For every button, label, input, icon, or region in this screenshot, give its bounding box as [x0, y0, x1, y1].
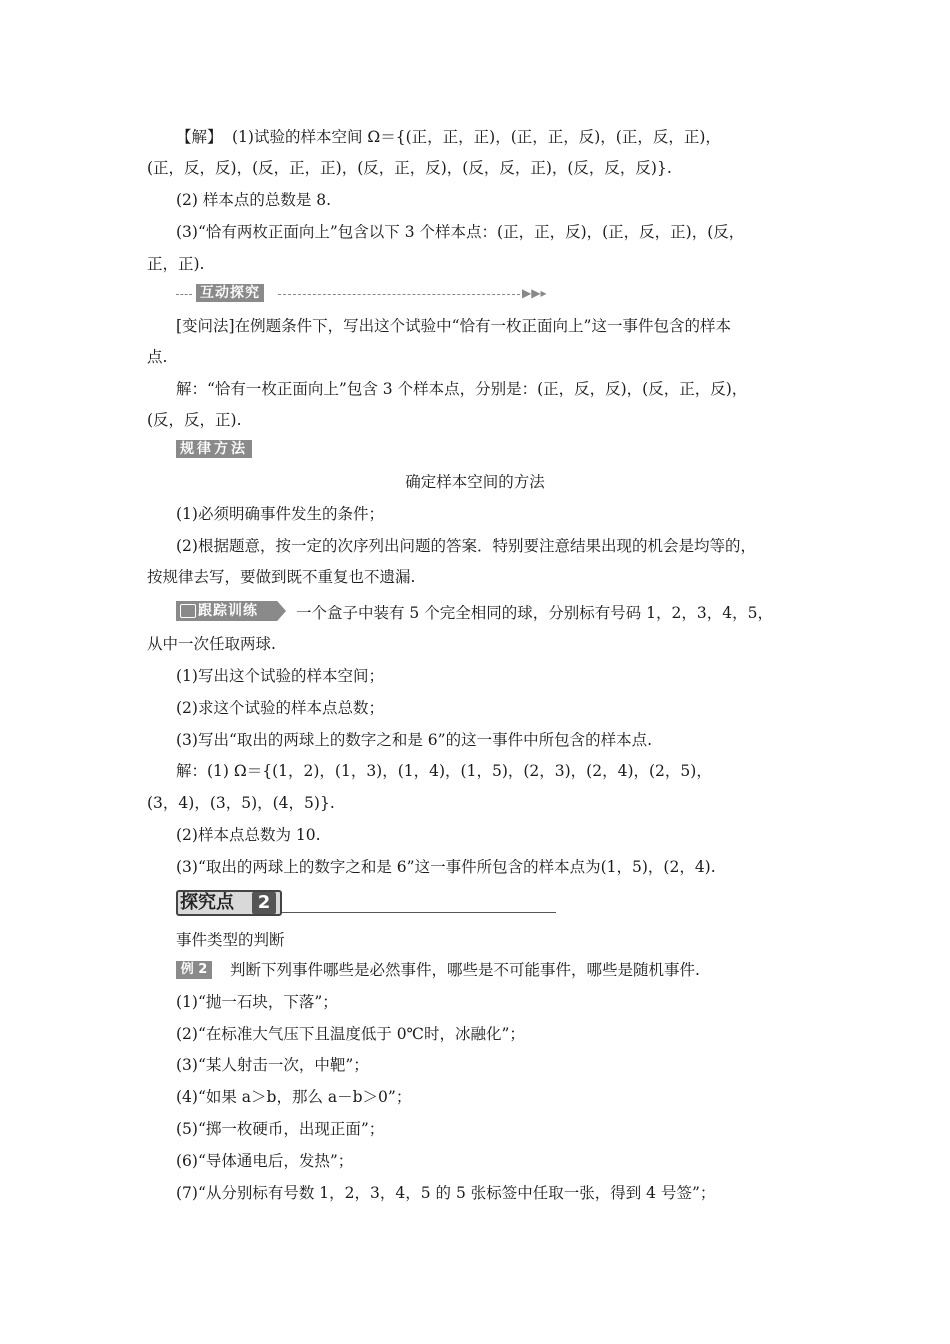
training-line-3: (1)写出这个试验的样本空间； [176, 667, 384, 685]
training-line-4: (2)求这个试验的样本点总数； [176, 699, 384, 717]
interactive-line-4: (反，反，正). [147, 411, 242, 429]
example-item-1: (1)“抛一石块，下落”； [176, 993, 338, 1011]
solution-label: 【解】 [176, 128, 223, 146]
training-line-1: 一个盒子中装有 5 个完全相同的球，分别标有号码 1，2，3，4，5， [296, 604, 773, 622]
training-line-9: (3)“取出的两球上的数字之和是 6”这一事件所包含的样本点为(1，5)，(2，4). [176, 858, 716, 876]
example-item-3: (3)“某人射击一次，中靶”； [176, 1056, 369, 1074]
training-tag: 跟踪训练 [198, 603, 258, 619]
solution-line-1: (1)试验的样本空间 Ω＝{(正，正，正)，(正，正，反)，(正，反，正)， [232, 128, 721, 146]
interactive-tag: 互动探究 [196, 284, 264, 302]
arrow-icon: ▶▶▸ [522, 286, 547, 300]
interactive-line-2: 点. [147, 348, 168, 366]
method-line-3: 按规律去写，要做到既不重复也不遗漏. [147, 568, 416, 586]
training-line-5: (3)写出“取出的两球上的数字之和是 6”的这一事件中所包含的样本点. [176, 731, 653, 749]
banner-dash-right [278, 294, 520, 295]
interactive-line-1: [变问法]在例题条件下，写出这个试验中“恰有一枚正面向上”这一事件包含的样本 [176, 317, 731, 335]
method-title: 确定样本空间的方法 [405, 473, 545, 491]
section-subtitle: 事件类型的判断 [176, 931, 285, 949]
training-line-2: 从中一次任取两球. [147, 635, 276, 653]
training-line-6: 解：(1) Ω＝{(1，2)，(1，3)，(1，4)，(1，5)，(2，3)，(2，4)，(2，5)， [176, 762, 712, 780]
method-line-2: (2)根据题意，按一定的次序列出问题的答案．特别要注意结果出现的机会是均等的， [176, 537, 756, 555]
example-item-2: (2)“在标准大气压下且温度低于 0℃时，冰融化”； [176, 1025, 525, 1043]
example-tag: 例 2 [176, 961, 212, 979]
solution-line-3: (2) 样本点的总数是 8. [176, 191, 332, 209]
training-line-7: (3，4)，(3，5)，(4，5)}. [147, 794, 335, 812]
solution-line-2: (正，反，反)，(反，正，正)，(反，正，反)，(反，反，正)，(反，反，反)}. [147, 159, 672, 177]
method-tag: 规律方法 [176, 440, 252, 458]
example-item-4: (4)“如果 a＞b，那么 a－b＞0”； [176, 1088, 412, 1106]
banner-dash-left [176, 294, 192, 295]
solution-line-4: (3)“恰有两枚正面向上”包含以下 3 个样本点：(正，正，反)，(正，反，正)，(反， [176, 223, 745, 241]
section-tag: 探究点 [180, 892, 234, 913]
example-stem: 判断下列事件哪些是必然事件，哪些是不可能事件，哪些是随机事件. [230, 961, 700, 979]
section-number: 2 [252, 892, 276, 914]
example-item-6: (6)“导体通电后，发热”； [176, 1152, 354, 1170]
example-item-5: (5)“掷一枚硬币，出现正面”； [176, 1120, 385, 1138]
notebook-icon [180, 604, 196, 618]
solution-line-5: 正，正). [147, 255, 205, 273]
method-line-1: (1)必须明确事件发生的条件； [176, 505, 384, 523]
example-item-7: (7)“从分别标有号数 1，2，3，4，5 的 5 张标签中任取一张，得到 4 号签”； [176, 1184, 716, 1202]
training-line-8: (2)样本点总数为 10. [176, 826, 321, 844]
section-rule [282, 912, 556, 913]
interactive-line-3: 解：“恰有一枚正面向上”包含 3 个样本点，分别是：(正，反，反)，(反，正，反)， [176, 380, 748, 398]
